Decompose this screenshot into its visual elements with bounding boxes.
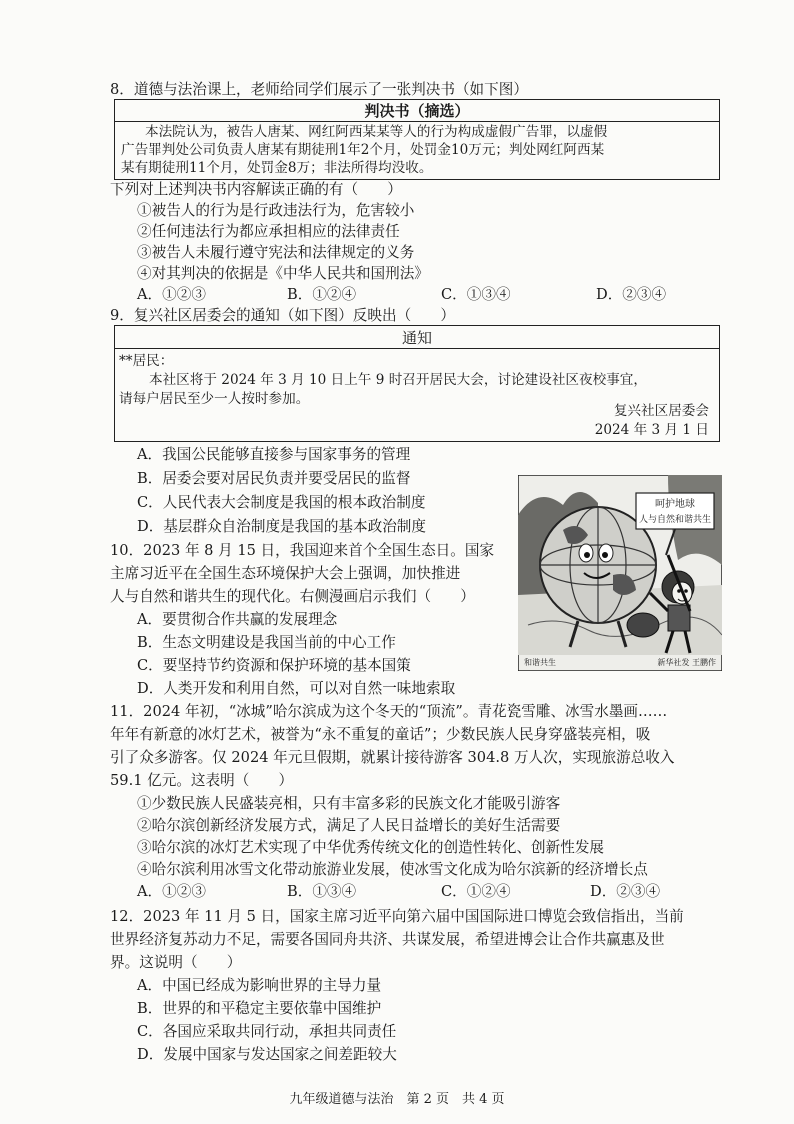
q8-box-line: 某有期徒刑11个月，处罚金8万；非法所得均没收。 bbox=[121, 160, 433, 176]
q9-box-title: 通知 bbox=[401, 329, 432, 347]
q8-option-d: D．②③④ bbox=[596, 286, 667, 303]
q9-option-a: A．我国公民能够直接参与国家事务的管理 bbox=[137, 446, 411, 463]
q8-item: ③被告人未履行遵守宪法和法律规定的义务 bbox=[137, 244, 415, 261]
q8-item: ①被告人的行为是行政违法行为，危害较小 bbox=[137, 202, 415, 219]
q12-stem-line: 世界经济复苏动力不足，需要各国同舟共济、共谋发展，希望进博会让合作共赢惠及世 bbox=[110, 931, 665, 948]
q9-stem: 9．复兴社区居委会的通知（如下图）反映出（ ） bbox=[110, 307, 455, 324]
q9-salutation: **居民： bbox=[119, 353, 174, 369]
q12-option-b: B．世界的和平稳定主要依靠中国维护 bbox=[137, 1000, 382, 1017]
q9-box-divider bbox=[115, 348, 719, 349]
q9-body-line: 请每户居民至少一人按时参加。 bbox=[119, 391, 310, 407]
q11-stem-line: 年年有新意的冰灯艺术，被誉为“永不重复的童话”；少数民族人民身穿盛装亮相，吸 bbox=[110, 726, 651, 743]
q8-question: 下列对上述判决书内容解读正确的有（ ） bbox=[110, 181, 402, 198]
q8-item: ②任何违法行为都应承担相应的法律责任 bbox=[137, 223, 400, 240]
q11-option-a: A．①②③ bbox=[137, 883, 206, 900]
q11-item: ②哈尔滨创新经济发展方式，满足了人民日益增长的美好生活需要 bbox=[137, 817, 561, 834]
q11-item: ①少数民族人民盛装亮相，只有丰富多彩的民族文化才能吸引游客 bbox=[137, 795, 561, 812]
q10-stem-line: 主席习近平在全国生态环境保护大会上强调，加快推进 bbox=[110, 565, 461, 582]
q8-box-line: 本法院认为，被告人唐某、网红阿西某某等人的行为构成虚假广告罪，以虚假 bbox=[145, 124, 608, 140]
q10-option-b: B．生态文明建设是我国当前的中心工作 bbox=[137, 634, 396, 651]
q8-box-line: 广告罪判处公司负责人唐某有期徒刑1年2个月，处罚金10万元；判处网红阿西某 bbox=[121, 142, 605, 158]
cartoon-sign-line1: 呵护地球 bbox=[655, 499, 695, 510]
q8-box-title: 判决书（摘选） bbox=[364, 102, 470, 120]
q12-stem-line: 12．2023 年 11 月 5 日，国家主席习近平向第六届中国国际进口博览会致信指出，当前 bbox=[110, 908, 684, 925]
q8-option-c: C．①③④ bbox=[441, 286, 511, 303]
q12-option-c: C．各国应采取共同行动，承担共同责任 bbox=[137, 1023, 397, 1040]
q8-stem: 8．道德与法治课上，老师给同学们展示了一张判决书（如下图） bbox=[110, 81, 528, 98]
cartoon-sign-line2: 人与自然和谐共生 bbox=[638, 515, 712, 525]
q9-option-c: C．人民代表大会制度是我国的根本政治制度 bbox=[137, 494, 426, 511]
q9-signature: 复兴社区居委会 bbox=[613, 403, 709, 419]
q12-option-a: A．中国已经成为影响世界的主导力量 bbox=[137, 977, 382, 994]
q10-stem-line: 人与自然和谐共生的现代化。右侧漫画启示我们（ ） bbox=[110, 588, 475, 605]
q10-stem-line: 10．2023 年 8 月 15 日，我国迎来首个全国生态日。国家 bbox=[110, 542, 495, 559]
q8-judgment-box bbox=[114, 99, 720, 180]
q9-notice-box bbox=[114, 325, 720, 442]
q11-stem-line: 引了众多游客。仅 2024 年元旦假期，就累计接待游客 304.8 万人次，实现旅游总收入 bbox=[110, 749, 675, 766]
q8-option-b: B．①②④ bbox=[287, 286, 357, 303]
q10-option-d: D．人类开发和利用自然，可以对自然一味地索取 bbox=[137, 680, 456, 697]
earth-cartoon-illustration bbox=[518, 475, 722, 671]
q12-stem-line: 界。这说明（ ） bbox=[110, 954, 242, 971]
page-footer: 九年级道德与法治 第 2 页 共 4 页 bbox=[289, 1092, 505, 1107]
q11-item: ③哈尔滨的冰灯艺术实现了中华优秀传统文化的创造性转化、创新性发展 bbox=[137, 839, 605, 856]
q11-option-b: B．①③④ bbox=[287, 883, 357, 900]
cartoon-caption-right: 新华社发 王鹏作 bbox=[657, 658, 716, 667]
q11-item: ④哈尔滨利用冰雪文化带动旅游业发展，使冰雪文化成为哈尔滨新的经济增长点 bbox=[137, 861, 648, 878]
q11-stem-line: 11．2024 年初，“冰城”哈尔滨成为这个冬天的“顶流”。青花瓷雪雕、冰雪水墨画…… bbox=[110, 703, 668, 720]
cartoon-caption-left: 和谐共生 bbox=[524, 658, 556, 667]
q9-option-d: D．基层群众自治制度是我国的基本政治制度 bbox=[137, 518, 426, 535]
q11-stem-line: 59.1 亿元。这表明（ ） bbox=[110, 772, 294, 789]
q11-option-d: D．②③④ bbox=[590, 883, 661, 900]
q12-option-d: D．发展中国家与发达国家之间差距较大 bbox=[137, 1046, 397, 1063]
q8-option-a: A．①②③ bbox=[137, 286, 206, 303]
q9-body-line: 本社区将于 2024 年 3 月 10 日上午 9 时召开居民大会，讨论建设社区夜校事宜， bbox=[149, 372, 647, 388]
q9-option-b: B．居委会要对居民负责并要受居民的监督 bbox=[137, 470, 411, 487]
q11-option-c: C．①②④ bbox=[441, 883, 511, 900]
q10-option-a: A．要贯彻合作共赢的发展理念 bbox=[137, 611, 338, 628]
q10-option-c: C．要坚持节约资源和保护环境的基本国策 bbox=[137, 657, 411, 674]
q8-item: ④对其判决的依据是《中华人民共和国刑法》 bbox=[137, 265, 429, 282]
q10-cartoon-image bbox=[518, 475, 722, 671]
q9-date: 2024 年 3 月 1 日 bbox=[594, 422, 709, 438]
